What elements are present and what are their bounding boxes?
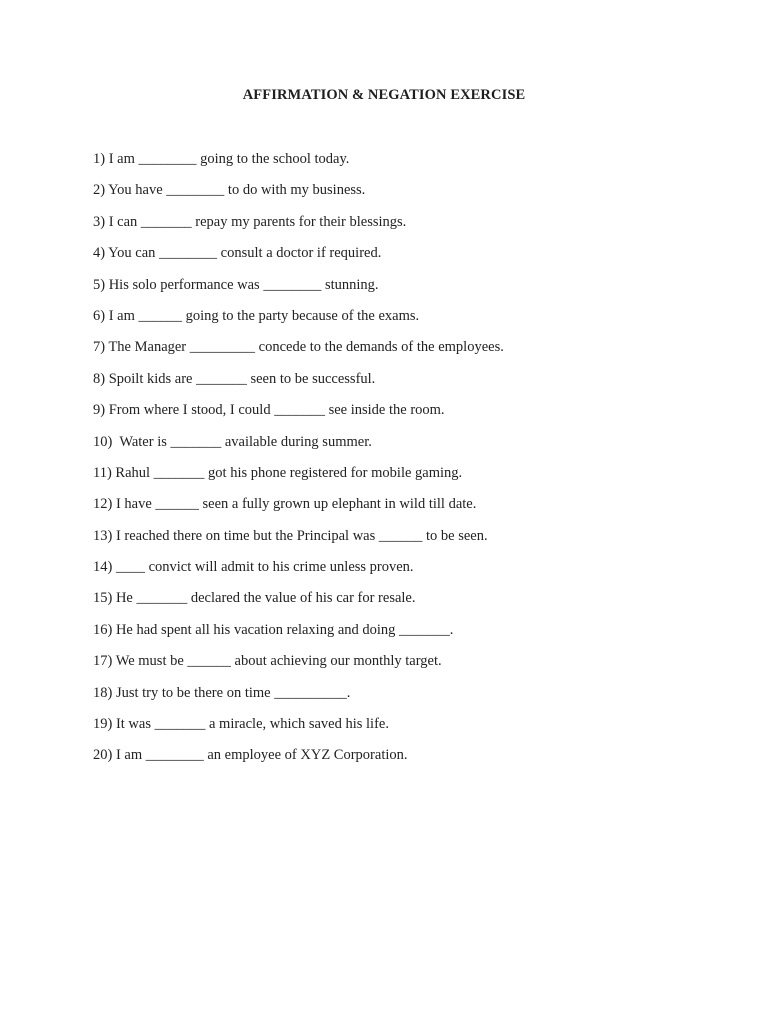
question-item-5: 5) His solo performance was ________ stunning.: [93, 276, 379, 293]
question-item-2: 2) You have ________ to do with my business.: [93, 182, 366, 199]
page-title: AFFIRMATION & NEGATION EXERCISE: [242, 87, 526, 103]
question-item-14: 14) ____ convict will admit to his crime unless proven.: [93, 559, 414, 576]
question-item-6: 6) I am ______ going to the party because of the exams.: [93, 307, 420, 324]
question-item-1: 1) I am ________ going to the school today.: [93, 151, 350, 167]
question-item-7: 7) The Manager _________ concede to the demands of the employees.: [93, 339, 504, 356]
question-item-13: 13) I reached there on time but the Principal was ______ to be seen.: [93, 527, 488, 544]
question-item-16: 16) He had spent all his vacation relaxing and doing _______.: [93, 621, 454, 638]
question-item-17: 17) We must be ______ about achieving our monthly target.: [93, 653, 442, 670]
question-item-9: 9) From where I stood, I could _______ see inside the room.: [93, 402, 445, 419]
question-item-10: 10) Water is _______ available during summer.: [93, 433, 372, 450]
question-item-18: 18) Just try to be there on time __________.: [93, 684, 351, 701]
question-item-8: 8) Spoilt kids are _______ seen to be successful.: [93, 370, 376, 387]
question-item-4: 4) You can ________ consult a doctor if required.: [93, 245, 382, 262]
question-item-20: 20) I am ________ an employee of XYZ Corporation.: [93, 747, 408, 764]
question-item-15: 15) He _______ declared the value of his car for resale.: [93, 590, 416, 607]
question-list: [93, 150, 733, 778]
question-item-3: 3) I can _______ repay my parents for their blessings.: [93, 213, 407, 230]
question-item-12: 12) I have ______ seen a fully grown up elephant in wild till date.: [93, 496, 477, 513]
question-item-11: 11) Rahul _______ got his phone registered for mobile gaming.: [93, 464, 463, 481]
question-item-19: 19) It was _______ a miracle, which saved his life.: [93, 716, 389, 733]
